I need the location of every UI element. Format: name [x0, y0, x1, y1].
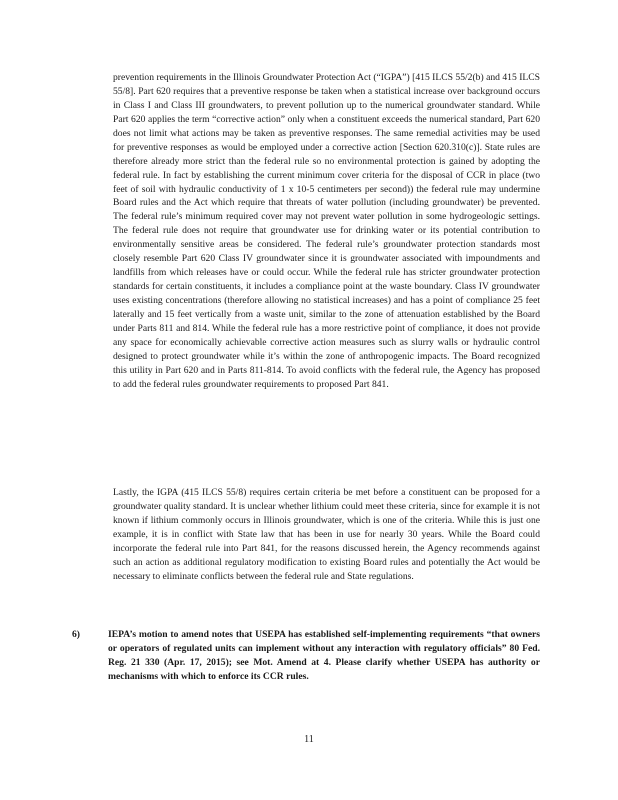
paragraph-igpa-criteria: Lastly, the IGPA (415 ILCS 55/8) requires certain criteria be met before a constituent can be proposed for a groundwater quality standard. It is unclear whether lithium could meet these criteria, since for example it is not known if lithium commonly occurs in Illinois groundwater, which is one of the criteria. While this is just one example, it is in conflict with State law that has been in use for nearly 30 years. While the Board could incorporate the federal rule into Part 841, for the reasons discussed herein, the Agency recommends against such an action as additional regulatory modification to existing Board rules and potentially the Act would be necessary to eliminate conflicts between the federal rule and State regulations.: [113, 487, 540, 582]
paragraph-preventive-response: prevention requirements in the Illinois Groundwater Protection Act (“IGPA”) [415 ILCS 55/2(b) and 415 ILCS 55/8]. Part 620 requires that a preventive response be taken when a statistical increase over background occurs in Class I and Class III groundwaters, to prevent pollution up to the numerical groundwater standard. While Part 620 applies the term “corrective action” only when a constituent exceeds the numerical standard, Part 620 does not limit what actions may be taken as preventive responses. The same remedial activities may be used for preventive responses as would be employed under a corrective action [Section 620.310(c)]. State rules are therefore already more strict than the federal rule so no environmental protection is gained by adopting the federal rule. In fact by establishing the current minimum cover criteria for the disposal of CCR in place (two feet of soil with hydraulic conductivity of 1 x 10-5 centimeters per second)) the federal rule may undermine Board rules and the Act which require that threats of water pollution (including groundwater) be prevented. The federal rule’s minimum required cover may not prevent water pollution in some hydrogeologic settings. The federal rule does not require that groundwater use for drinking water or its potential contribution to environmentally sensitive areas be considered. The federal rule’s groundwater protection standards most closely resemble Part 620 Class IV groundwater since it is groundwater associated with impoundments and landfills from which releases have or could occur. While the federal rule has stricter groundwater protection standards for certain constituents, it includes a compliance point at the waste boundary. Class IV groundwater uses existing concentrations (therefore allowing no statistical increases) and has a point of compliance 25 feet laterally and 15 feet vertically from a waste unit, similar to the zone of attenuation established by the Board under Parts 811 and 814. While the federal rule has a more restrictive point of compliance, it does not provide any space for economically achievable corrective action measures such as slurry walls or hydraulic control designed to protect groundwater while it’s within the zone of anthropogenic impacts. The Board recognized this utility in Part 620 and in Parts 811-814. To avoid conflicts with the federal rule, the Agency has proposed to add the federal rules groundwater requirements to proposed Part 841.: [113, 72, 540, 390]
question-item-6: [72, 628, 540, 684]
question-text: IEPA’s motion to amend notes that USEPA has established self-implementing requirements “that owners or operators of regulated units can implement without any interaction with regulatory officials” 80 Fed. Reg. 21 330 (Apr. 17, 2015); see Mot. Amend at 4. Please clarify whether USEPA has authority or mechanisms with which to enforce its CCR rules.: [108, 629, 540, 682]
question-number: 6): [72, 629, 80, 640]
page-number: 11: [304, 734, 314, 745]
